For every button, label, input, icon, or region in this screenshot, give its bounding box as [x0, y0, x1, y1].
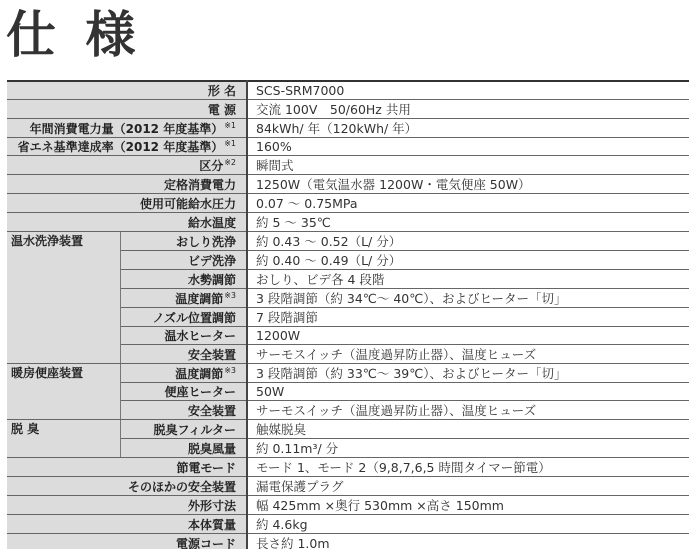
row-label: 本体質量: [7, 515, 247, 534]
row-label: [7, 156, 247, 175]
row-label: 便座ヒーター: [120, 383, 247, 401]
row-value: 50W: [247, 383, 689, 401]
row-value: 3 段階調節（約 33℃～ 39℃）、およびヒーター「切」: [247, 364, 689, 383]
row-label: 電源コード: [7, 534, 247, 549]
row-value: 長さ約 1.0m: [247, 534, 689, 549]
row-value: モード 1、モード 2（9,8,7,6,5 時間タイマー節電）: [247, 458, 689, 477]
row-label: 定格消費電力: [7, 175, 247, 194]
label-text: 区分: [199, 158, 224, 173]
row-value: 7 段階調節: [247, 308, 689, 327]
category-label: 温水洗浄装置: [7, 232, 120, 364]
label-text: 年間消費電力量（2012 年度基準）: [29, 121, 224, 136]
row-label: 水勢調節: [120, 270, 247, 289]
row-value: 約 0.40 ～ 0.49（L/ 分）: [247, 251, 689, 270]
row-label: ノズル位置調節: [120, 308, 247, 327]
row-value: 160%: [247, 138, 689, 156]
label-text: 温度調節: [175, 291, 224, 306]
row-label: おしり洗浄: [120, 232, 247, 251]
row-value: 約 0.11m³/ 分: [247, 439, 689, 458]
row-value: 漏電保護プラグ: [247, 477, 689, 496]
table-row: [7, 100, 689, 119]
spec-table: [7, 80, 689, 549]
footnote-mark: ※2: [224, 157, 236, 167]
row-label: 使用可能給水圧力: [7, 194, 247, 213]
footnote-mark: ※3: [224, 290, 236, 300]
table-row: [7, 232, 689, 251]
row-value: 1250W（電気温水器 1200W・電気便座 50W）: [247, 175, 689, 194]
table-row: [7, 364, 689, 383]
table-row: [7, 515, 689, 534]
table-row: [7, 194, 689, 213]
row-label: 外形寸法: [7, 496, 247, 515]
row-value: 84kWh/ 年（120kWh/ 年）: [247, 119, 689, 138]
row-label: ビデ洗浄: [120, 251, 247, 270]
row-value: 瞬間式: [247, 156, 689, 175]
row-label: 給水温度: [7, 213, 247, 232]
row-label: 節電モード: [7, 458, 247, 477]
row-value: 0.07 ～ 0.75MPa: [247, 194, 689, 213]
row-label: 電 源: [7, 100, 247, 119]
label-text: 温度調節: [175, 366, 224, 381]
table-row: [7, 420, 689, 439]
row-label: 形 名: [7, 81, 247, 100]
row-label: [120, 364, 247, 383]
table-row: [7, 477, 689, 496]
table-row: [7, 81, 689, 100]
row-label: 安全装置: [120, 401, 247, 420]
table-row: [7, 175, 689, 194]
table-row: [7, 496, 689, 515]
table-row: [7, 534, 689, 549]
row-label: 温水ヒーター: [120, 327, 247, 345]
table-row: [7, 156, 689, 175]
row-label: 脱臭フィルター: [120, 420, 247, 439]
row-value: サーモスイッチ（温度過昇防止器）、温度ヒューズ: [247, 401, 689, 420]
footnote-mark: ※1: [224, 120, 236, 130]
row-value: SCS-SRM7000: [247, 81, 689, 100]
row-value: 3 段階調節（約 34℃～ 40℃）、およびヒーター「切」: [247, 289, 689, 308]
footnote-mark: ※3: [224, 365, 236, 375]
table-row: [7, 458, 689, 477]
row-value: 触媒脱臭: [247, 420, 689, 439]
row-value: 交流 100V 50/60Hz 共用: [247, 100, 689, 119]
page-title: 仕 様: [6, 6, 142, 64]
footnote-mark: ※1: [224, 139, 236, 148]
row-value: サーモスイッチ（温度過昇防止器）、温度ヒューズ: [247, 345, 689, 364]
table-row: [7, 138, 689, 156]
row-label: [7, 119, 247, 138]
row-value: 約 4.6kg: [247, 515, 689, 534]
table-row: [7, 119, 689, 138]
row-label: [7, 138, 247, 156]
row-label: 脱臭風量: [120, 439, 247, 458]
label-text: 省エネ基準達成率（2012 年度基準）: [17, 140, 224, 154]
table-row: [7, 213, 689, 232]
row-value: おしり、ビデ各 4 段階: [247, 270, 689, 289]
row-label: 安全装置: [120, 345, 247, 364]
category-label: 脱 臭: [7, 420, 120, 458]
row-value: 約 5 ～ 35℃: [247, 213, 689, 232]
category-label: 暖房便座装置: [7, 364, 120, 420]
row-label: [120, 289, 247, 308]
row-value: 幅 425mm ×奥行 530mm ×高さ 150mm: [247, 496, 689, 515]
row-label: そのほかの安全装置: [7, 477, 247, 496]
row-value: 1200W: [247, 327, 689, 345]
row-value: 約 0.43 ～ 0.52（L/ 分）: [247, 232, 689, 251]
